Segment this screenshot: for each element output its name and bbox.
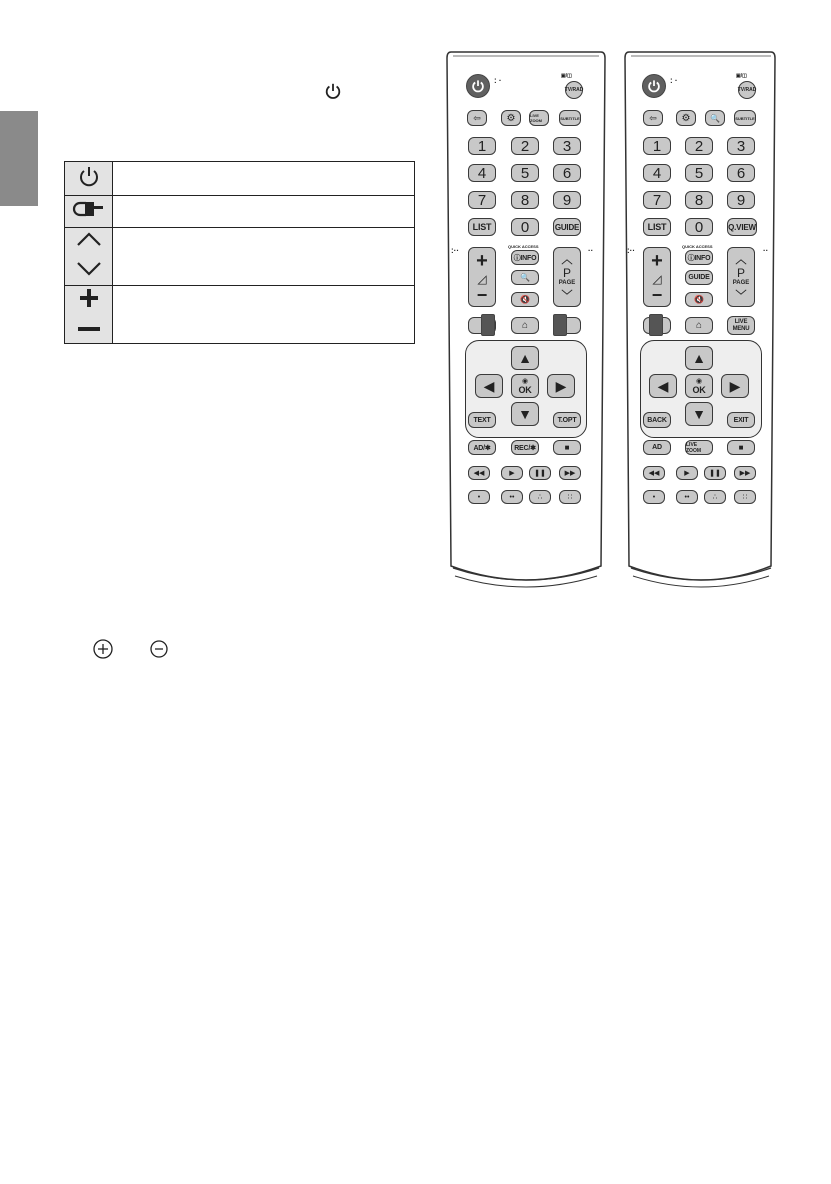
mute-button[interactable]: [511, 292, 539, 307]
number-8-button[interactable]: 8: [511, 191, 539, 209]
up-down-chevrons-icon: [65, 228, 113, 286]
screen-mode-label: ▣/◫: [561, 73, 572, 79]
power-icon: [65, 162, 113, 196]
power-button[interactable]: [466, 74, 490, 98]
power-icon: [324, 82, 342, 100]
number-1-button[interactable]: 1: [643, 137, 671, 155]
dot-4-button[interactable]: ∷: [559, 490, 581, 504]
plus-minus-icon: [65, 286, 113, 344]
number-2-button[interactable]: 2: [685, 137, 713, 155]
nav-left-button[interactable]: [649, 374, 677, 398]
home-icon: ⌂: [695, 320, 703, 331]
arrow-right-icon: ▶: [729, 377, 741, 394]
dot-1-button[interactable]: •: [643, 490, 665, 504]
text-button[interactable]: TEXT: [468, 412, 496, 428]
fast-forward-button[interactable]: ▶▶: [559, 466, 581, 480]
nav-up-button[interactable]: [511, 346, 539, 370]
number-0-button[interactable]: 0: [511, 218, 539, 236]
button-description-table: [64, 161, 415, 344]
back-button[interactable]: BACK: [643, 412, 671, 428]
chevron-up-icon: ︿: [735, 254, 747, 266]
live-zoom-button[interactable]: LIVE ZOOM: [529, 110, 549, 126]
number-0-button[interactable]: 0: [685, 218, 713, 236]
volume-up-icon: +: [476, 250, 488, 272]
table-row: [65, 228, 415, 286]
info-button[interactable]: ⓘINFO: [511, 250, 539, 265]
nav-down-button[interactable]: [685, 402, 713, 426]
circle-plus-icon: [92, 638, 114, 660]
pause-button[interactable]: ❚❚: [529, 466, 551, 480]
q-view-button[interactable]: Q.VIEW: [727, 218, 757, 236]
arrow-right-icon: ▶: [555, 377, 567, 394]
live-zoom-button[interactable]: LIVE ZOOM: [685, 440, 713, 455]
chevron-down-icon: ﹀: [735, 289, 747, 302]
marker-dots: :··: [627, 246, 635, 255]
stop-button[interactable]: [727, 440, 755, 455]
number-4-button[interactable]: 4: [643, 164, 671, 182]
marker-dots: : ·: [494, 76, 502, 85]
fast-forward-button[interactable]: ▶▶: [734, 466, 756, 480]
rewind-button[interactable]: ◀◀: [468, 466, 490, 480]
color-key-marker: [481, 314, 495, 336]
rec-button[interactable]: REC/✱: [511, 440, 539, 455]
quick-access-label: QUICK ACCESS: [682, 244, 713, 249]
arrow-left-icon: ◀: [657, 377, 669, 394]
number-6-button[interactable]: 6: [553, 164, 581, 182]
input-icon: [65, 196, 113, 228]
number-9-button[interactable]: 9: [727, 191, 755, 209]
search-icon: 🔍: [710, 113, 720, 123]
ad-button[interactable]: AD: [643, 440, 671, 455]
mute-icon: 🔇: [694, 295, 704, 304]
nav-down-button[interactable]: [511, 402, 539, 426]
color-key-marker: [649, 314, 663, 336]
table-row: [65, 162, 415, 196]
ok-button[interactable]: ◉ OK: [685, 374, 713, 398]
number-1-button[interactable]: 1: [468, 137, 496, 155]
number-2-button[interactable]: 2: [511, 137, 539, 155]
gear-icon: ⚙: [506, 112, 516, 124]
remote-control-a: [443, 46, 609, 588]
volume-down-icon: −: [651, 285, 663, 305]
play-button[interactable]: ▶: [676, 466, 698, 480]
dot-2-button[interactable]: ••: [501, 490, 523, 504]
table-cell: [113, 228, 415, 286]
input-button[interactable]: [643, 110, 663, 126]
chevron-down-icon: ﹀: [561, 289, 573, 302]
page-rocker[interactable]: ︿ P PAGE ﹀: [553, 247, 581, 307]
list-button[interactable]: LIST: [643, 218, 671, 236]
number-7-button[interactable]: 7: [468, 191, 496, 209]
power-button[interactable]: [642, 74, 666, 98]
table-row: [65, 196, 415, 228]
dot-3-button[interactable]: ∴: [704, 490, 726, 504]
list-button[interactable]: LIST: [468, 218, 496, 236]
number-4-button[interactable]: 4: [468, 164, 496, 182]
number-7-button[interactable]: 7: [643, 191, 671, 209]
nav-up-button[interactable]: [685, 346, 713, 370]
stop-icon: ■: [564, 443, 570, 452]
marker-dots: :··: [451, 246, 459, 255]
info-button[interactable]: ⓘINFO: [685, 250, 713, 265]
marker-dots: ··: [763, 246, 769, 255]
settings-button[interactable]: [501, 110, 521, 126]
screen-mode-label: ▣/◫: [736, 73, 747, 79]
input-button[interactable]: [467, 110, 487, 126]
mute-button[interactable]: [685, 292, 713, 307]
play-button[interactable]: ▶: [501, 466, 523, 480]
number-5-button[interactable]: 5: [685, 164, 713, 182]
input-icon: ⇦: [649, 112, 657, 123]
nav-right-button[interactable]: [547, 374, 575, 398]
marker-dots: ··: [588, 246, 594, 255]
table-cell: [113, 286, 415, 344]
remote-control-b: [621, 46, 787, 588]
t-opt-button[interactable]: T.OPT: [553, 412, 581, 428]
search-icon: 🔍: [520, 273, 530, 282]
volume-up-icon: +: [651, 250, 663, 272]
number-6-button[interactable]: 6: [727, 164, 755, 182]
arrow-up-icon: ▲: [518, 350, 532, 366]
volume-rocker[interactable]: [468, 247, 496, 307]
number-5-button[interactable]: 5: [511, 164, 539, 182]
nav-right-button[interactable]: [721, 374, 749, 398]
ad-button[interactable]: AD/✱: [468, 440, 496, 455]
home-button[interactable]: [685, 317, 713, 334]
chevron-up-icon: ︿: [561, 254, 573, 266]
guide-button[interactable]: GUIDE: [685, 270, 713, 285]
arrow-left-icon: ◀: [483, 377, 495, 394]
number-3-button[interactable]: 3: [553, 137, 581, 155]
arrow-up-icon: ▲: [692, 350, 706, 366]
dot-1-button[interactable]: •: [468, 490, 490, 504]
circle-minus-icon: [148, 638, 170, 660]
stop-button[interactable]: [553, 440, 581, 455]
search-button[interactable]: [511, 270, 539, 285]
mute-icon: 🔇: [520, 295, 530, 304]
gear-icon: ⚙: [681, 112, 691, 124]
arrow-down-icon: ▼: [518, 406, 532, 422]
input-icon: ⇦: [473, 112, 481, 123]
table-cell: [113, 162, 415, 196]
search-button[interactable]: [705, 110, 725, 126]
nav-left-button[interactable]: [475, 374, 503, 398]
table-row: [65, 286, 415, 344]
page-rocker[interactable]: ︿ P PAGE ﹀: [727, 247, 755, 307]
quick-access-label: QUICK ACCESS: [508, 244, 539, 249]
tv-rad-button[interactable]: TV/RAD: [738, 81, 756, 99]
volume-rocker[interactable]: [643, 247, 671, 307]
rewind-button[interactable]: ◀◀: [643, 466, 665, 480]
language-side-tab: [0, 111, 38, 206]
tv-rad-button[interactable]: TV/RAD: [565, 81, 583, 99]
guide-button[interactable]: GUIDE: [553, 218, 581, 236]
number-8-button[interactable]: 8: [685, 191, 713, 209]
arrow-down-icon: ▼: [692, 406, 706, 422]
home-button[interactable]: [511, 317, 539, 334]
color-key-marker: [553, 314, 567, 336]
dot-4-button[interactable]: ∷: [734, 490, 756, 504]
dot-2-button[interactable]: ••: [676, 490, 698, 504]
exit-button[interactable]: EXIT: [727, 412, 755, 428]
home-icon: ⌂: [521, 320, 529, 331]
subtitle-button[interactable]: SUBTITLE: [734, 110, 756, 126]
table-cell: [113, 196, 415, 228]
volume-down-icon: −: [476, 285, 488, 305]
pause-button[interactable]: ❚❚: [704, 466, 726, 480]
ok-button[interactable]: ◉ OK: [511, 374, 539, 398]
stop-icon: ■: [738, 443, 744, 452]
number-3-button[interactable]: 3: [727, 137, 755, 155]
subtitle-button[interactable]: SUBTITLE: [559, 110, 581, 126]
volume-icon: ◿: [652, 272, 662, 286]
volume-icon: ◿: [477, 272, 487, 286]
dot-3-button[interactable]: ∴: [529, 490, 551, 504]
number-9-button[interactable]: 9: [553, 191, 581, 209]
settings-button[interactable]: [676, 110, 696, 126]
marker-dots: : ·: [670, 76, 678, 85]
live-menu-button[interactable]: LIVE MENU: [727, 316, 755, 335]
